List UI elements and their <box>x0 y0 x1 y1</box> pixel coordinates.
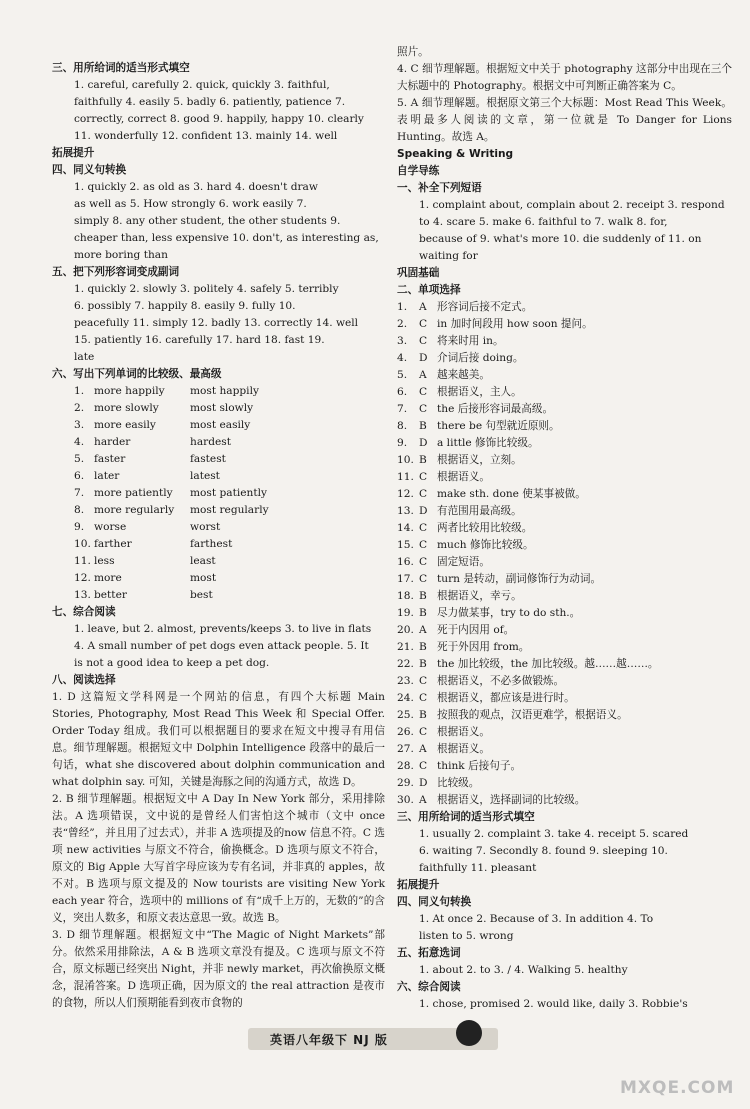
answer-note: 比较级。 <box>437 777 480 789</box>
answer-note: 固定短语。 <box>437 556 490 568</box>
answer-letter: B <box>419 641 427 653</box>
list-item <box>74 417 385 434</box>
item-number: 17. <box>397 573 414 585</box>
answer-note: 死于外因用 from。 <box>437 641 530 653</box>
item-number: 5. <box>74 453 85 465</box>
answer-note: 根据语义，不必多做锻炼。 <box>437 675 565 687</box>
item-number: 9. <box>74 521 85 533</box>
item-number: 28. <box>397 760 414 772</box>
answer-block <box>397 996 732 1013</box>
answer-block <box>397 826 732 877</box>
answer-block <box>397 962 732 979</box>
list-item <box>397 333 732 350</box>
right-column <box>397 44 732 1013</box>
section-title: 自学导练 <box>397 165 440 177</box>
answer-letter: A <box>419 369 427 381</box>
item-number: 6. <box>74 470 85 482</box>
superlative: latest <box>190 470 220 482</box>
answer-letter: B <box>419 709 427 721</box>
comparative: faster <box>94 453 126 465</box>
answer-block <box>397 197 732 265</box>
answer-note: much 修饰比较级。 <box>437 539 534 551</box>
superlative: least <box>190 555 216 567</box>
answer-note: 根据语义，主人。 <box>437 386 522 398</box>
list-item <box>397 435 732 452</box>
item-number: 10. <box>74 538 91 550</box>
section-title: 拓展提升 <box>52 147 95 159</box>
answer-line: 4. A small number of pet dogs even attack people. 5. It <box>74 640 369 652</box>
item-number: 27. <box>397 743 414 755</box>
superlative: most easily <box>190 419 251 431</box>
comparative: more happily <box>94 385 165 397</box>
answer-note: 根据语义，立刻。 <box>437 454 522 466</box>
answer-letter: C <box>419 573 428 585</box>
superlative: most patiently <box>190 487 267 499</box>
section-title: 六、综合阅读 <box>397 981 461 993</box>
item-number: 13. <box>397 505 414 517</box>
item-number: 7. <box>397 403 408 415</box>
answer-line: correctly, correct 8. good 9. happily, happy 10. clearly <box>74 113 364 125</box>
item-number: 20. <box>397 624 414 636</box>
answer-line: is not a good idea to keep a pet dog. <box>74 657 270 669</box>
answer-letter: B <box>419 658 427 670</box>
item-number: 2. <box>397 318 408 330</box>
list-item <box>397 571 732 588</box>
answer-note: 形容词后接不定式。 <box>437 301 533 313</box>
answer-line: 1. complaint about, complain about 2. receipt 3. respond <box>419 199 725 211</box>
answer-line: faithfully 4. easily 5. badly 6. patiently, patience 7. <box>74 96 346 108</box>
item-number: 6. <box>397 386 408 398</box>
comparative: more slowly <box>94 402 159 414</box>
answer-note: a little 修饰比较级。 <box>437 437 539 449</box>
item-number: 8. <box>397 420 408 432</box>
list-item <box>74 451 385 468</box>
item-number: 16. <box>397 556 414 568</box>
answer-block <box>52 281 385 366</box>
superlative: most happily <box>190 385 259 397</box>
list-item <box>397 316 732 333</box>
left-column <box>52 60 385 1012</box>
answer-note: make sth. done 使某事被做。 <box>437 488 586 500</box>
explanation-paragraph: 5. A 细节理解题。根据原文第三个大标题：Most Read This Week。表明最多人阅读的文章，第一位就是 To Danger for Lions Hunting。故选 A。 <box>397 97 732 143</box>
item-number: 25. <box>397 709 414 721</box>
superlative: most <box>190 572 217 584</box>
list-item <box>397 452 732 469</box>
answer-block <box>52 621 385 672</box>
list-item <box>74 536 385 553</box>
item-number: 11. <box>74 555 91 567</box>
answer-note: 将来时用 in。 <box>437 335 504 347</box>
answer-line: 1. chose, promised 2. would like, daily 3. Robbie's <box>419 998 688 1010</box>
answer-line: 15. patiently 16. carefully 17. hard 18. fast 19. <box>74 334 325 346</box>
item-number: 18. <box>397 590 414 602</box>
list-item <box>397 775 732 792</box>
section-title: 巩固基础 <box>397 267 440 279</box>
item-number: 9. <box>397 437 408 449</box>
list-item <box>74 553 385 570</box>
item-number: 19. <box>397 607 414 619</box>
item-number: 13. <box>74 589 91 601</box>
item-number: 7. <box>74 487 85 499</box>
section-title: 一、补全下列短语 <box>397 182 482 194</box>
comparative: worse <box>94 521 127 533</box>
section-title: 二、单项选择 <box>397 284 461 296</box>
answer-letter: C <box>419 675 428 687</box>
item-number: 23. <box>397 675 414 687</box>
list-item <box>397 622 732 639</box>
answer-note: 两者比较用比较级。 <box>437 522 533 534</box>
answer-note: in 加时间段用 how soon 提问。 <box>437 318 593 330</box>
answer-letter: A <box>419 743 427 755</box>
list-item <box>397 350 732 367</box>
answer-letter: D <box>419 505 428 517</box>
answer-letter: C <box>419 403 428 415</box>
answer-note: turn 是转动，副词修饰行为动词。 <box>437 573 602 585</box>
answer-line: 1. quickly 2. as old as 3. hard 4. doesn't draw <box>74 181 318 193</box>
item-number: 12. <box>397 488 414 500</box>
answer-note: 根据语义，选择副词的比较级。 <box>437 794 586 806</box>
list-item <box>397 707 732 724</box>
answer-note: 根据语义，都应该是进行时。 <box>437 692 575 704</box>
list-item <box>74 570 385 587</box>
watermark-text: MXQE.COM <box>620 1078 735 1098</box>
answer-block <box>52 77 385 145</box>
answer-letter: B <box>419 607 427 619</box>
list-item <box>397 673 732 690</box>
answer-line: listen to 5. wrong <box>419 930 514 942</box>
answer-letter: D <box>419 777 428 789</box>
answer-letter: D <box>419 437 428 449</box>
list-item <box>397 656 732 673</box>
page-badge-icon <box>456 1020 482 1046</box>
answer-line: 11. wonderfully 12. confident 13. mainly 14. well <box>74 130 338 142</box>
item-number: 3. <box>74 419 85 431</box>
list-item <box>74 383 385 400</box>
item-number: 4. <box>397 352 408 364</box>
section-title: 七、综合阅读 <box>52 606 116 618</box>
item-number: 12. <box>74 572 91 584</box>
list-item <box>397 469 732 486</box>
answer-line: as well as 5. How strongly 6. work easily 7. <box>74 198 307 210</box>
answer-note: the 加比较级，the 加比较级。越……越……。 <box>437 658 659 670</box>
answer-block <box>52 179 385 264</box>
item-number: 8. <box>74 504 85 516</box>
comparison-list <box>52 383 385 604</box>
explanation-paragraph: 3. D 细节理解题。根据短文中“The Magic of Night Markets”部分。依然采用排除法，A & B 选项文章没有提及。C 选项与原文不符合，原文标题已经突出 Night，并非 newly market，再次偷换原文概念，混淆答案。D 选项正确，因为原文的 the real attraction 是夜市的食物，所以人们预期能看到夜市食物的 <box>52 929 385 1009</box>
answer-letter: C <box>419 539 428 551</box>
answer-letter: D <box>419 352 428 364</box>
explanation-paragraph: 照片。 <box>397 46 429 58</box>
answer-line: 1. careful, carefully 2. quick, quickly 3. faithful, <box>74 79 330 91</box>
item-number: 4. <box>74 436 85 448</box>
comparative: better <box>94 589 127 601</box>
item-number: 29. <box>397 777 414 789</box>
answer-line: to 4. scare 5. make 6. faithful to 7. walk 8. for, <box>419 216 668 228</box>
answer-letter: C <box>419 760 428 772</box>
section-title: 三、用所给词的适当形式填空 <box>397 811 535 823</box>
list-item <box>397 401 732 418</box>
answer-line: 6. waiting 7. Secondly 8. found 9. sleeping 10. <box>419 845 668 857</box>
answer-line: 1. about 2. to 3. / 4. Walking 5. healthy <box>419 964 628 976</box>
answer-note: the 后接形容词最高级。 <box>437 403 554 415</box>
item-number: 2. <box>74 402 85 414</box>
superlative: fastest <box>190 453 226 465</box>
comparative: farther <box>94 538 132 550</box>
item-number: 11. <box>397 471 414 483</box>
item-number: 14. <box>397 522 414 534</box>
answer-letter: A <box>419 301 427 313</box>
item-number: 15. <box>397 539 414 551</box>
answer-note: 介词后接 doing。 <box>437 352 524 364</box>
answer-letter: C <box>419 386 428 398</box>
answer-note: 按照我的观点，汉语更难学，根据语义。 <box>437 709 628 721</box>
answer-line: faithfully 11. pleasant <box>419 862 537 874</box>
answer-letter: C <box>419 726 428 738</box>
answer-letter: A <box>419 794 427 806</box>
answer-letter: C <box>419 471 428 483</box>
answer-line: more boring than <box>74 249 168 261</box>
item-number: 3. <box>397 335 408 347</box>
item-number: 5. <box>397 369 408 381</box>
answer-note: 死于内因用 of。 <box>437 624 515 636</box>
list-item <box>397 503 732 520</box>
answer-line: 1. usually 2. complaint 3. take 4. receipt 5. scared <box>419 828 689 840</box>
list-item <box>397 690 732 707</box>
explanation-paragraph: 2. B 细节理解题。根据短文中 A Day In New York 部分，采用排除法。A 选项错误，文中说的是曾经人们害怕这个城市（文中 once 表“曾经”，并且用了过去式），并非 A 选项提及的now 信息不符。C 选项 new activities 与原文不符合，偷换概念。D 选项与原文不符合，原文的 Big Apple 大写首字母应该为专有名词，并非真的 apples，故不对。B 选项与原文提及的 Now tourists are visiting New York each year 符合，选项中的 millions of 有“成千上万的，无数的”的含义，突出人数多，和原文表达意思一致。故选 B。 <box>52 793 385 924</box>
answer-line: peacefully 11. simply 12. badly 13. correctly 14. well <box>74 317 359 329</box>
answer-letter: C <box>419 556 428 568</box>
list-item <box>74 468 385 485</box>
answer-note: 越来越美。 <box>437 369 490 381</box>
list-item <box>74 485 385 502</box>
answer-letter: B <box>419 454 427 466</box>
answer-letter: B <box>419 590 427 602</box>
superlative: hardest <box>190 436 231 448</box>
item-number: 21. <box>397 641 414 653</box>
superlative: farthest <box>190 538 233 550</box>
list-item <box>74 519 385 536</box>
list-item <box>397 418 732 435</box>
section-title: 四、同义句转换 <box>397 896 472 908</box>
answer-letter: C <box>419 318 428 330</box>
comparative: later <box>94 470 120 482</box>
answer-letter: C <box>419 488 428 500</box>
answer-block <box>397 911 732 945</box>
superlative: worst <box>190 521 221 533</box>
list-item <box>74 434 385 451</box>
answer-letter: C <box>419 335 428 347</box>
item-number: 10. <box>397 454 414 466</box>
answer-note: think 后接句子。 <box>437 760 522 772</box>
section-title: 六、写出下列单词的比较级、最高级 <box>52 368 222 380</box>
list-item <box>74 587 385 604</box>
list-item <box>397 554 732 571</box>
section-title: 三、用所给词的适当形式填空 <box>52 62 190 74</box>
section-title: 八、阅读选择 <box>52 674 116 686</box>
list-item <box>397 384 732 401</box>
answer-letter: A <box>419 624 427 636</box>
answer-note: 根据语义。 <box>437 726 490 738</box>
comparative: more easily <box>94 419 156 431</box>
footer-text: 英语八年级下 NJ 版 <box>270 1033 388 1047</box>
explanation-paragraph: 4. C 细节理解题。根据短文中关于 photography 这部分中出现在三个大标题中的 Photography。根据文中可判断正确答案为 C。 <box>397 63 732 92</box>
answer-line: because of 9. what's more 10. die suddenly of 11. on <box>419 233 702 245</box>
item-number: 1. <box>74 385 85 397</box>
item-number: 1. <box>397 301 408 313</box>
list-item <box>397 520 732 537</box>
section-title: 四、同义句转换 <box>52 164 127 176</box>
list-item <box>74 502 385 519</box>
answer-line: cheaper than, less expensive 10. don't, as interesting as, <box>74 232 379 244</box>
answer-letter: B <box>419 420 427 432</box>
comparative: more <box>94 572 122 584</box>
list-item <box>397 605 732 622</box>
answer-line: late <box>74 351 95 363</box>
explanation-paragraph: 1. D 这篇短文学科网是一个网站的信息，有四个大标题 Main Stories, Photography, Most Read This Week 和 Special Offer. Order Today 组成。我们可以根据题目的要求在短文中搜寻有用信息。细节理解题。根据短文中 Dolphin Intelligence 段落中的最后一句话，what she discovered about dolphin communication and what dolphin say. 可知，关键是海豚之间的沟通方式，故选 D。 <box>52 691 385 788</box>
answer-note: 有范围用最高级。 <box>437 505 522 517</box>
comparative: less <box>94 555 115 567</box>
item-number: 30. <box>397 794 414 806</box>
section-title: Speaking & Writing <box>397 148 514 160</box>
list-item <box>397 741 732 758</box>
list-item <box>397 486 732 503</box>
item-number: 22. <box>397 658 414 670</box>
answer-line: waiting for <box>419 250 478 262</box>
comparative: harder <box>94 436 131 448</box>
list-item <box>397 299 732 316</box>
list-item <box>397 639 732 656</box>
answer-line: 6. possibly 7. happily 8. easily 9. fully 10. <box>74 300 296 312</box>
answer-line: 1. quickly 2. slowly 3. politely 4. safely 5. terribly <box>74 283 339 295</box>
answer-line: 1. leave, but 2. almost, prevents/keeps 3. to live in flats <box>74 623 372 635</box>
answer-note: 根据语义。 <box>437 471 490 483</box>
list-item <box>397 367 732 384</box>
choice-list <box>397 299 732 809</box>
answer-note: 根据语义。 <box>437 743 490 755</box>
list-item <box>397 537 732 554</box>
section-title: 拓展提升 <box>397 879 440 891</box>
superlative: most slowly <box>190 402 254 414</box>
superlative: best <box>190 589 213 601</box>
comparative: more regularly <box>94 504 175 516</box>
section-title: 五、拓意选词 <box>397 947 461 959</box>
answer-note: 尽力做某事，try to do sth.。 <box>437 607 581 619</box>
answer-note: there be 句型就近原则。 <box>437 420 560 432</box>
section-title: 五、把下列形容词变成副词 <box>52 266 180 278</box>
item-number: 24. <box>397 692 414 704</box>
superlative: most regularly <box>190 504 269 516</box>
answer-note: 根据语义，幸亏。 <box>437 590 522 602</box>
answer-letter: C <box>419 522 428 534</box>
item-number: 26. <box>397 726 414 738</box>
list-item <box>397 792 732 809</box>
answer-line: simply 8. any other student, the other students 9. <box>74 215 341 227</box>
list-item <box>397 588 732 605</box>
list-item <box>397 758 732 775</box>
answer-letter: C <box>419 692 428 704</box>
comparative: more patiently <box>94 487 173 499</box>
list-item <box>397 724 732 741</box>
answer-line: 1. At once 2. Because of 3. In addition 4. To <box>419 913 654 925</box>
list-item <box>74 400 385 417</box>
